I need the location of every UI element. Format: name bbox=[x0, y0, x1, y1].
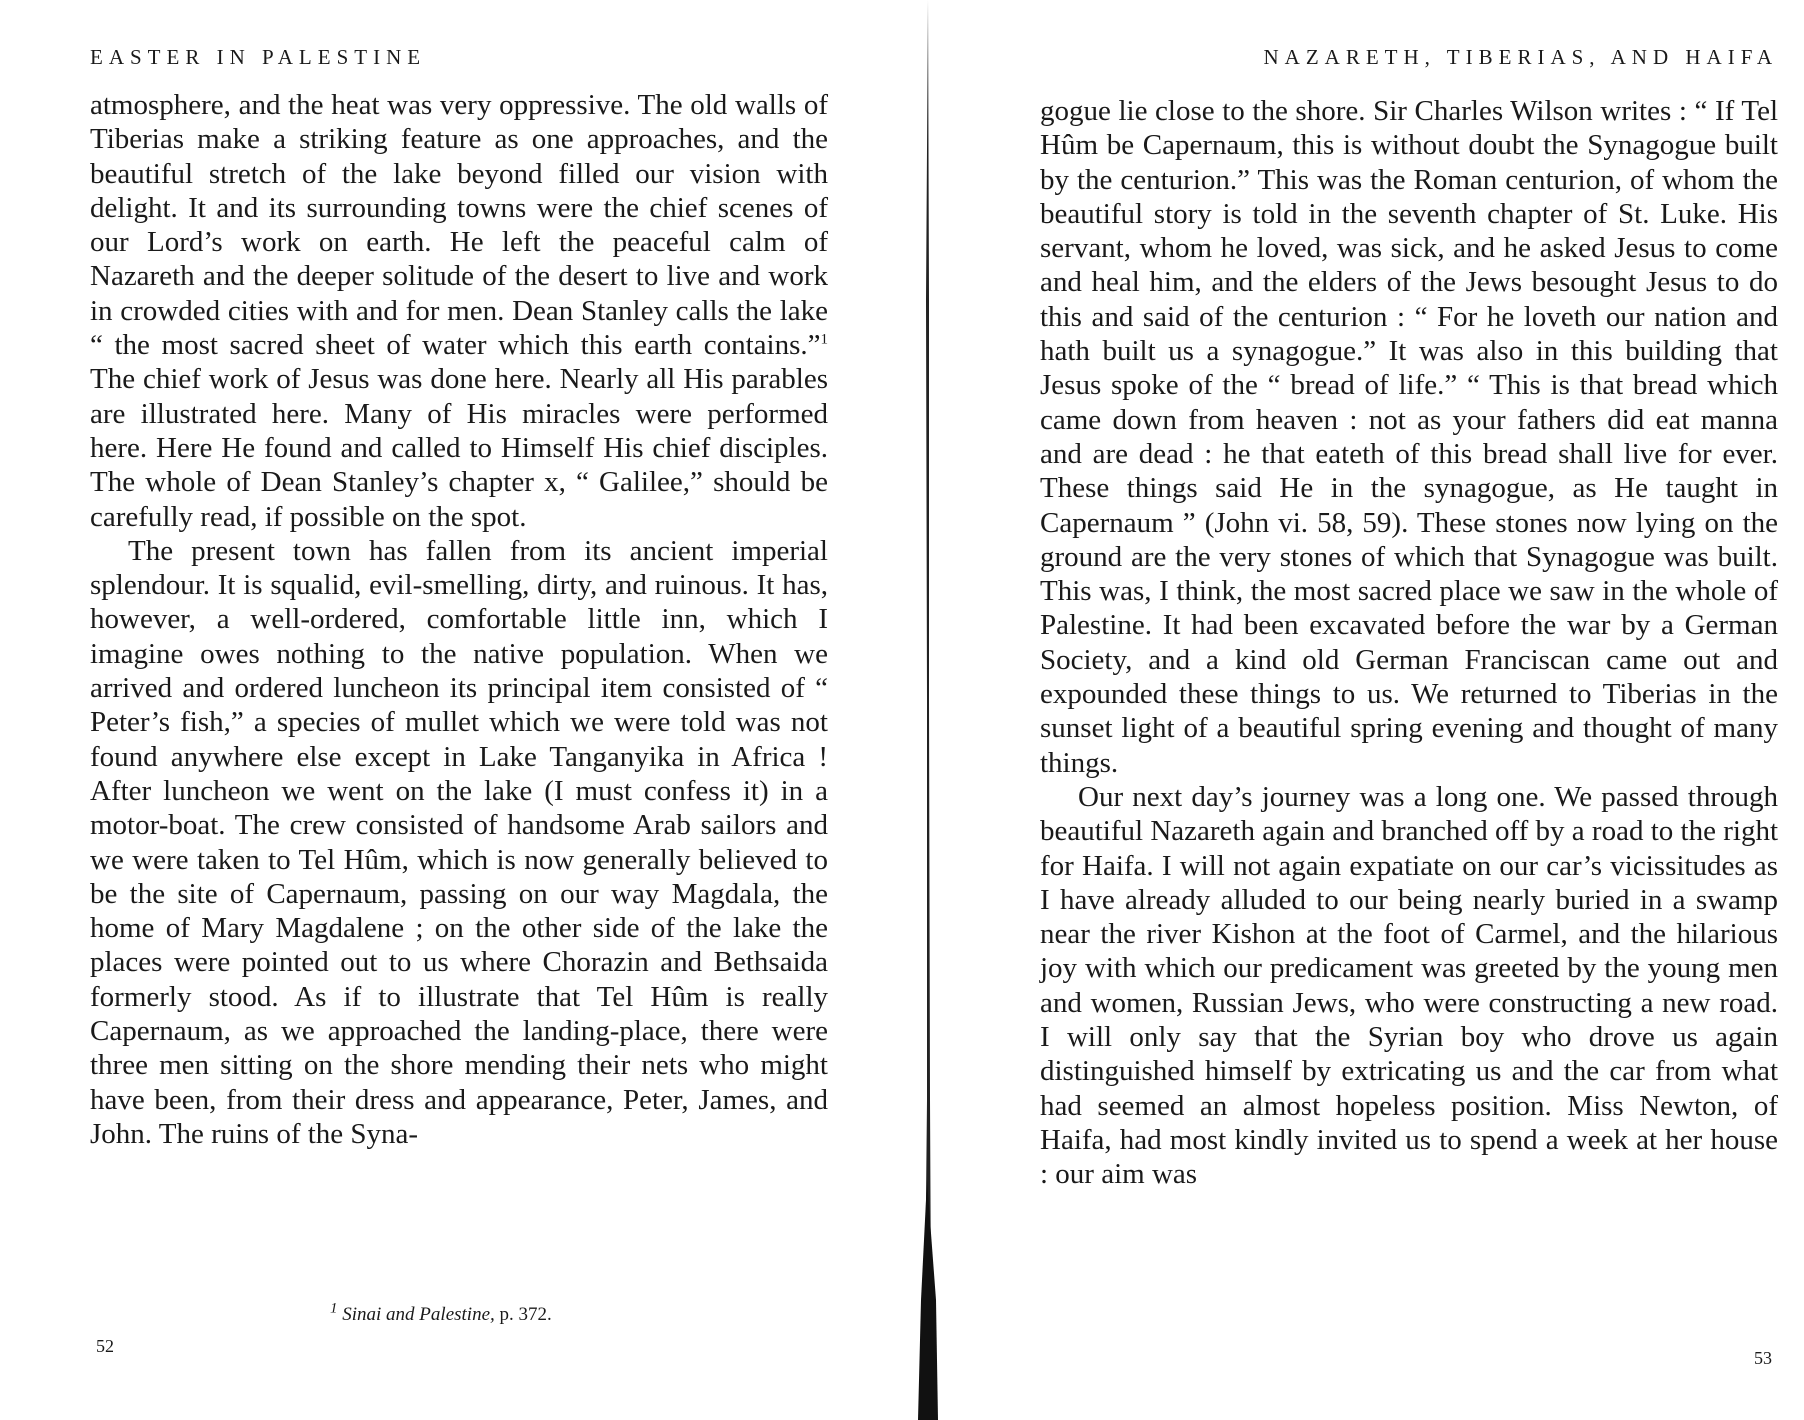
footnote-marker: 1 bbox=[330, 1300, 338, 1317]
right-page-body bbox=[1040, 94, 1778, 1192]
footnote-page: p. 372. bbox=[499, 1304, 552, 1325]
paragraph: The present town has fallen from its ancient imperial splendour. It is squalid, evil-smelling, dirty, and ruinous. It has, however, a well-ordered, comfortable little inn, which I imagine owes nothing to the native population. When we arrived and ordered luncheon its principal item consisted of “ Peter’s fish,” a species of mullet which we were told was not found anywhere else except in Lake Tanganyika in Africa ! After luncheon we went on the lake (I must confess it) in a motor-boat. The crew consisted of handsome Arab sailors and we were taken to Tel Hûm, which is now generally believed to be the site of Capernaum, passing on our way Magdala, the home of Mary Magdalene ; on the other side of the lake the places were pointed out to us where Chorazin and Bethsaida formerly stood. As if to illustrate that Tel Hûm is really Capernaum, as we approached the landing-place, there were three men sitting on the shore mending their nets who might have been, from their dress and appearance, Peter, James, and John. The ruins of the Syna- bbox=[90, 534, 828, 1150]
page-number-right: 53 bbox=[1754, 1348, 1772, 1368]
paragraph: Our next day’s journey was a long one. We passed through beautiful Nazareth again and branched off by a road to the right for Haifa. I will not again expatiate on our car’s vicissitudes as I have already alluded to our being nearly buried in a swamp near the river Kishon at the foot of Carmel, and the hilarious joy with which our predicament was greeted by the young men and women, Russian Jews, who were constructing a new road. I will only say that the Syrian boy who drove us again distinguished himself by extricating us and the car from what had seemed an almost hopeless position. Miss Newton, of Haifa, had most kindly invited us to spend a week at her house : our aim was bbox=[1040, 780, 1778, 1191]
gutter-shadow bbox=[918, 0, 944, 1420]
footnote-title: Sinai and Palestine, bbox=[342, 1304, 495, 1325]
footnote-reference: 1 bbox=[820, 331, 828, 348]
running-head-left: EASTER IN PALESTINE bbox=[90, 45, 427, 69]
paragraph: gogue lie close to the shore. Sir Charles Wilson writes : “ If Tel Hûm be Capernaum, this is without doubt the Synagogue built by the centurion.” This was the Roman centurion, of whom the beautiful story is told in the seventh chapter of St. Luke. His servant, whom he loved, was sick, and he asked Jesus to come and heal him, and the elders of the Jews besought Jesus to do this and said of the centurion : “ For he loveth our nation and hath built us a synagogue.” It was also in this building that Jesus spoke of the “ bread of life.” “ This is that bread which came down from heaven : not as your fathers did eat manna and are dead : he that eateth of this bread shall live for ever. These things said He in the synagogue, as He taught in Capernaum ” (John vi. 58, 59). These stones now lying on the ground are the very stones of which that Synagogue was built. This was, I think, the most sacred place we saw in the whole of Palestine. It had been excavated before the war by a German Society, and a kind old German Franciscan came out and expounded these things to us. We returned to Tiberias in the sunset light of a beautiful spring evening and thought of many things. bbox=[1040, 95, 1778, 779]
book-gutter bbox=[918, 0, 944, 1420]
left-page-body bbox=[90, 88, 828, 1151]
paragraph-text: atmosphere, and the heat was very oppressive. The old walls of Tiberias make a striking feature as one approaches, and the beautiful stretch of the lake beyond filled our vision with delight. It and its surrounding towns were the chief scenes of our Lord’s work on earth. He left the peaceful calm of Nazareth and the deeper solitude of the desert to live and work in crowded cities with and for men. Dean Stanley calls the lake “ the most sacred sheet of water which this earth contains.” bbox=[90, 89, 828, 362]
paragraph-text-continued: The chief work of Jesus was done here. Nearly all His parables are illustrated here. Many of His miracles were performed here. Here He found and called to Himself His chief disciples. The whole of Dean Stanley’s chapter x, “ Galilee,” should be carefully read, if possible on the spot. bbox=[90, 363, 828, 533]
footnote bbox=[330, 1300, 552, 1326]
paragraph bbox=[90, 88, 828, 534]
running-head-right: NAZARETH, TIBERIAS, AND HAIFA bbox=[1263, 45, 1778, 69]
page-number-left: 52 bbox=[96, 1336, 114, 1356]
